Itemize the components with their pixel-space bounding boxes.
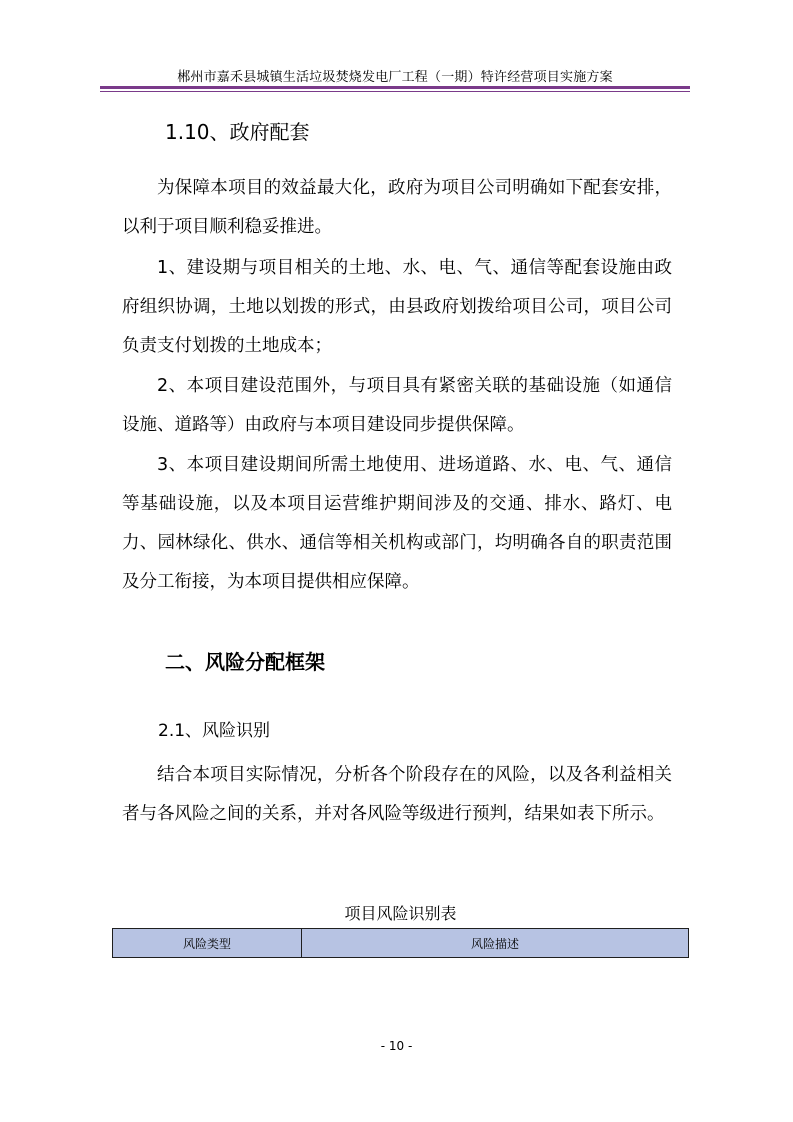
paragraph-risk-identification: 结合本项目实际情况，分析各个阶段存在的风险，以及各利益相关者与各风险之间的关系，并对各风险等级进行预判，结果如表下所示。: [122, 765, 672, 824]
page-number: - 10 -: [380, 1039, 413, 1053]
header-rule-thin: [100, 91, 690, 92]
table-header-row: [113, 929, 689, 958]
column-header-risk-description: 风险描述: [302, 929, 689, 958]
paragraph-item-2: 2、本项目建设范围外，与项目具有紧密关联的基础设施（如通信设施、道路等）由政府与本项目建设同步提供保障。: [122, 376, 672, 435]
column-header-risk-type: 风险类型: [113, 929, 302, 958]
header-rule-thick: [100, 86, 690, 89]
section-heading-1-10: 1.10、政府配套: [165, 120, 310, 144]
risk-identification-table: [112, 928, 689, 958]
section-heading-2-1: 2.1、风险识别: [158, 721, 271, 741]
table-title: 项目风险识别表: [344, 904, 457, 923]
chapter-heading-2: 二、风险分配框架: [165, 650, 325, 674]
paragraph-intro: 为保障本项目的效益最大化，政府为项目公司明确如下配套安排，以利于项目顺利稳妥推进。: [122, 178, 672, 237]
paragraph-item-3: 3、本项目建设期间所需土地使用、进场道路、水、电、气、通信等基础设施，以及本项目运营维护期间涉及的交通、排水、路灯、电力、园林绿化、供水、通信等相关机构或部门，均明确各自的职责范围及分工衔接，为本项目提供相应保障。: [122, 455, 672, 592]
paragraph-item-1: 1、建设期与项目相关的土地、水、电、气、通信等配套设施由政府组织协调，土地以划拨的形式，由县政府划拨给项目公司，项目公司负责支付划拨的土地成本；: [122, 258, 672, 356]
running-header-title: 郴州市嘉禾县城镇生活垃圾焚烧发电厂工程（一期）特许经营项目实施方案: [177, 70, 613, 85]
